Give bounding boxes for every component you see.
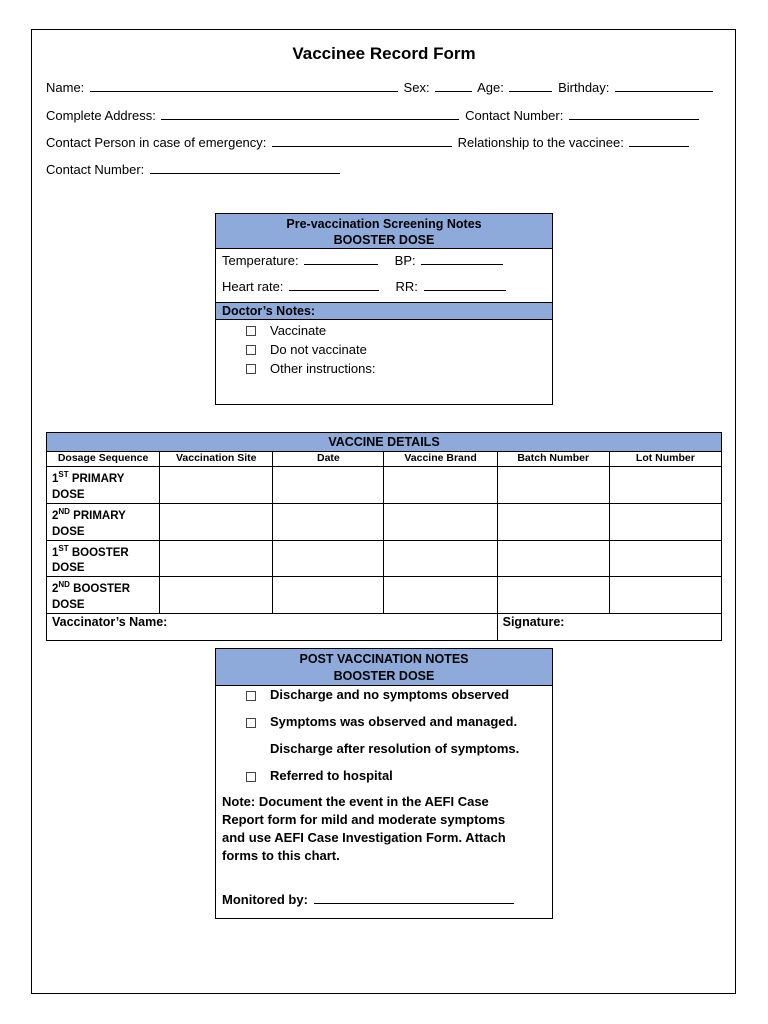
signature-label: Signature:	[502, 615, 565, 630]
screening-header	[216, 214, 552, 249]
col-dosage-sequence: Dosage Sequence	[47, 452, 160, 467]
screening-title: Pre-vaccination Screening Notes	[286, 217, 482, 231]
monitored-by-label: Monitored by:	[222, 892, 308, 907]
sex-field[interactable]	[435, 80, 472, 92]
aefi-note-line-1: Note: Document the event in the AEFI Case	[222, 794, 489, 809]
vaccine-details	[46, 432, 722, 630]
dose-2nd-booster: 2ND BOOSTER DOSE	[47, 577, 160, 614]
post-option-discharge-label: Discharge and no symptoms observed	[270, 687, 510, 702]
name-label: Name:	[46, 80, 85, 95]
vitals-row-2	[216, 277, 552, 297]
checkbox-do-not-vaccinate[interactable]	[246, 345, 256, 355]
cell-site-2[interactable]	[160, 503, 273, 540]
birthday-label: Birthday:	[558, 80, 610, 95]
cell-date-1[interactable]	[273, 467, 384, 504]
rr-field[interactable]	[424, 279, 506, 291]
cell-batch-2[interactable]	[497, 503, 609, 540]
relationship-field[interactable]	[629, 135, 689, 147]
dose-1st-primary: 1ST PRIMARY DOSE	[47, 467, 160, 504]
table-row	[47, 467, 722, 504]
vitals-row-1	[216, 251, 552, 271]
temperature-label: Temperature:	[222, 253, 299, 268]
post-option-discharge[interactable]	[216, 686, 552, 704]
cell-site-4[interactable]	[160, 577, 273, 614]
address-field[interactable]	[161, 108, 459, 120]
post-header	[216, 649, 552, 686]
personal-line-3	[46, 135, 691, 150]
dose-2nd-primary: 2ND PRIMARY DOSE	[47, 503, 160, 540]
monitored-by-field[interactable]	[314, 892, 514, 904]
cell-batch-3[interactable]	[497, 540, 609, 577]
bp-label: BP:	[394, 253, 416, 268]
dose-1st-booster: 1ST BOOSTER DOSE	[47, 540, 160, 577]
vaccine-details-table	[46, 452, 722, 641]
contact-number-field[interactable]	[569, 108, 699, 120]
emergency-contact-field[interactable]	[272, 135, 452, 147]
table-footer-row	[47, 614, 722, 641]
cell-brand-1[interactable]	[384, 467, 497, 504]
screening-box	[215, 213, 553, 405]
cell-date-2[interactable]	[273, 503, 384, 540]
name-field[interactable]	[90, 80, 398, 92]
post-title: POST VACCINATION NOTES	[299, 652, 469, 666]
doctors-notes-header: Doctor’s Notes:	[216, 302, 552, 320]
heart-rate-field[interactable]	[289, 279, 379, 291]
age-label: Age:	[477, 80, 504, 95]
cell-brand-4[interactable]	[384, 577, 497, 614]
sex-label: Sex:	[403, 80, 430, 95]
post-option-symptoms-line2	[216, 740, 552, 758]
cell-lot-2[interactable]	[609, 503, 721, 540]
post-option-referred-label: Referred to hospital	[270, 768, 393, 783]
vaccine-details-title: VACCINE DETAILS	[47, 433, 721, 452]
vaccinator-name-label: Vaccinator’s Name:	[52, 615, 168, 630]
personal-line-1	[46, 80, 715, 95]
checkbox-discharge[interactable]	[246, 691, 256, 701]
checkbox-symptoms[interactable]	[246, 718, 256, 728]
col-date: Date	[273, 452, 384, 467]
birthday-field[interactable]	[615, 80, 713, 92]
col-vaccination-site: Vaccination Site	[160, 452, 273, 467]
contact-number-label: Contact Number:	[465, 108, 564, 123]
personal-line-2	[46, 108, 701, 123]
post-option-symptoms[interactable]	[216, 713, 552, 731]
option-other-instructions[interactable]	[216, 359, 552, 378]
emergency-contact-label: Contact Person in case of emergency:	[46, 135, 267, 150]
post-vaccination-box	[215, 648, 553, 919]
cell-lot-3[interactable]	[609, 540, 721, 577]
bp-field[interactable]	[421, 253, 503, 265]
cell-lot-1[interactable]	[609, 467, 721, 504]
post-subtitle: BOOSTER DOSE	[333, 669, 435, 683]
age-field[interactable]	[509, 80, 552, 92]
checkbox-other-instructions[interactable]	[246, 364, 256, 374]
aefi-note-line-3: and use AEFI Case Investigation Form. Attach	[222, 830, 506, 845]
contact-number-2-field[interactable]	[150, 162, 340, 174]
signature-cell[interactable]	[497, 614, 721, 641]
cell-lot-4[interactable]	[609, 577, 721, 614]
form-title: Vaccinee Record Form	[292, 44, 476, 63]
post-option-referred[interactable]	[216, 767, 552, 785]
option-other-instructions-label: Other instructions:	[270, 361, 376, 376]
rr-label: RR:	[395, 279, 418, 294]
cell-date-3[interactable]	[273, 540, 384, 577]
option-vaccinate-label: Vaccinate	[270, 323, 327, 338]
heart-rate-label: Heart rate:	[222, 279, 284, 294]
col-vaccine-brand: Vaccine Brand	[384, 452, 497, 467]
post-option-symptoms-line2-label: Discharge after resolution of symptoms.	[270, 741, 520, 756]
post-option-symptoms-label: Symptoms was observed and managed.	[270, 714, 518, 729]
temperature-field[interactable]	[304, 253, 378, 265]
option-do-not-vaccinate-label: Do not vaccinate	[270, 342, 367, 357]
cell-date-4[interactable]	[273, 577, 384, 614]
aefi-note-line-4: forms to this chart.	[222, 848, 340, 863]
contact-number-2-label: Contact Number:	[46, 162, 145, 177]
checkbox-vaccinate[interactable]	[246, 326, 256, 336]
cell-batch-4[interactable]	[497, 577, 609, 614]
aefi-note-line-2: Report form for mild and moderate symptoms	[222, 812, 506, 827]
relationship-label: Relationship to the vaccinee:	[457, 135, 624, 150]
option-vaccinate[interactable]	[216, 321, 552, 340]
cell-site-1[interactable]	[160, 467, 273, 504]
table-row	[47, 577, 722, 614]
table-row	[47, 503, 722, 540]
doctor-options	[216, 321, 552, 378]
cell-site-3[interactable]	[160, 540, 273, 577]
vaccinator-name-cell[interactable]	[47, 614, 498, 641]
aefi-note	[216, 793, 552, 865]
cell-brand-2[interactable]	[384, 503, 497, 540]
personal-line-4	[46, 162, 342, 177]
checkbox-referred[interactable]	[246, 772, 256, 782]
cell-brand-3[interactable]	[384, 540, 497, 577]
col-batch-number: Batch Number	[497, 452, 609, 467]
cell-batch-1[interactable]	[497, 467, 609, 504]
col-lot-number: Lot Number	[609, 452, 721, 467]
option-do-not-vaccinate[interactable]	[216, 340, 552, 359]
monitored-by-row	[216, 891, 552, 909]
table-row	[47, 540, 722, 577]
address-label: Complete Address:	[46, 108, 156, 123]
screening-subtitle: BOOSTER DOSE	[333, 233, 435, 247]
table-header-row	[47, 452, 722, 467]
